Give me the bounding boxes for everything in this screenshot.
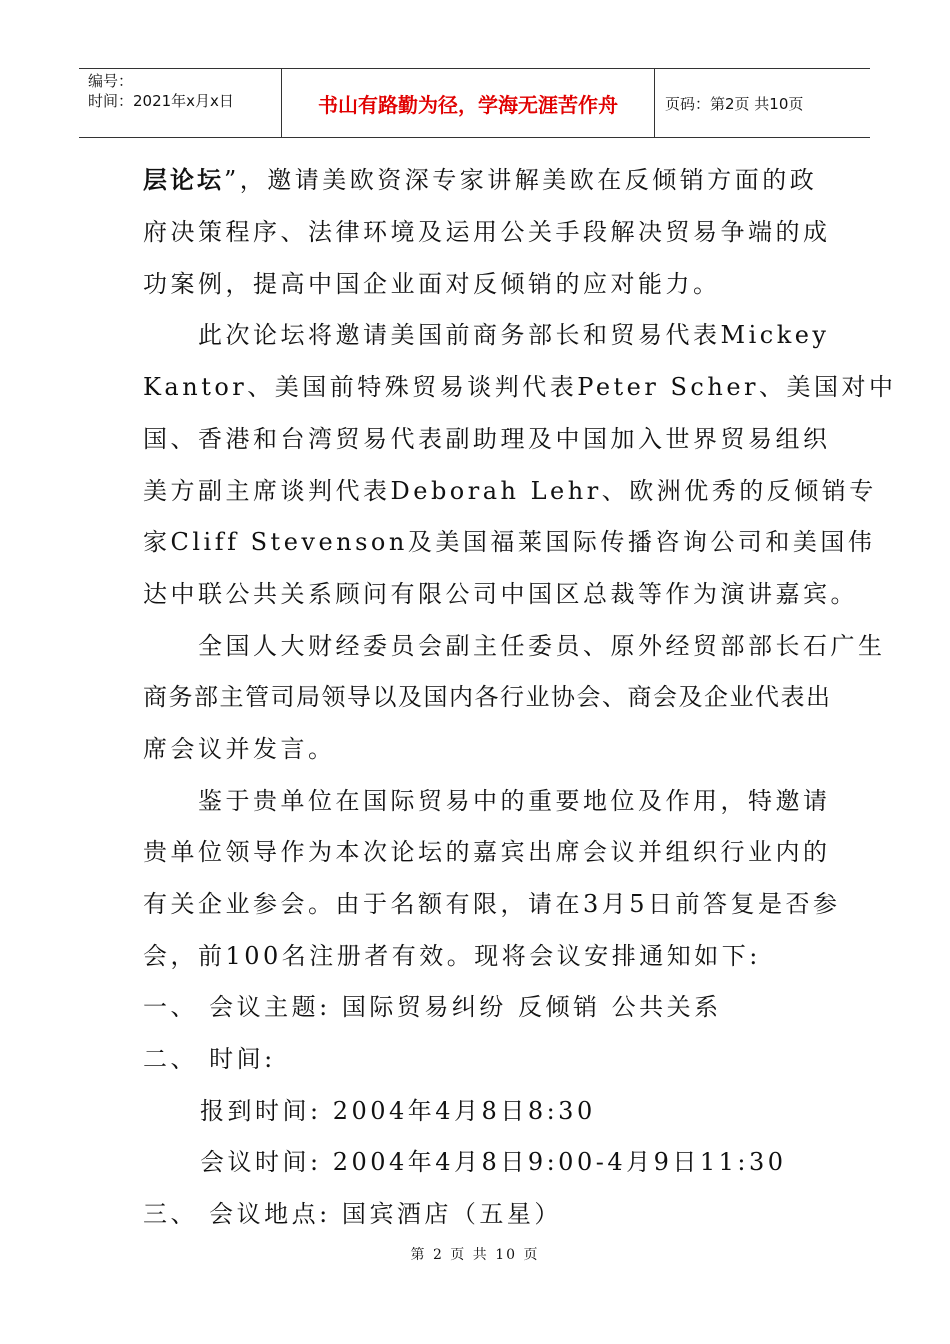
body-line-9: 达中联公共关系顾问有限公司中国区总裁等作为演讲嘉宾。 <box>143 580 858 608</box>
body-line-8: 家Cliff Stevenson及美国福莱国际传播咨询公司和美国伟 <box>143 528 876 556</box>
item-time: 二、 时间: <box>143 1045 276 1073</box>
body-line-3: 功案例，提高中国企业面对反倾销的应对能力。 <box>143 270 721 298</box>
body-line-11: 商务部主管司局领导以及国内各行业协会、商会及企业代表出 <box>143 683 832 711</box>
item-venue: 三、 会议地点: 国宾酒店（五星） <box>143 1200 562 1228</box>
body-line-5: Kantor、美国前特殊贸易谈判代表Peter Scher、美国对中 <box>143 373 897 401</box>
body-line-14: 贵单位领导作为本次论坛的嘉宾出席会议并组织行业内的 <box>143 838 831 866</box>
body-line-6: 国、香港和台湾贸易代表副助理及中国加入世界贸易组织 <box>143 425 831 453</box>
meeting-time: 会议时间: 2004年4月8日9:00-4月9日11:30 <box>200 1148 787 1176</box>
time-label: 时间：2021年x月x日 <box>88 92 234 110</box>
body-line-16: 会，前100名注册者有效。现将会议安排通知如下: <box>143 942 761 970</box>
body-line-10: 全国人大财经委员会副主任委员、原外经贸部部长石广生 <box>198 632 886 660</box>
item-theme: 一、 会议主题: 国际贸易纠纷 反倾销 公共关系 <box>143 993 722 1021</box>
header-meta <box>79 69 282 137</box>
body-line-2: 府决策程序、法律环境及运用公关手段解决贸易争端的成 <box>143 218 831 246</box>
number-label: 编号： <box>88 72 134 90</box>
registration-time: 报到时间: 2004年4月8日8:30 <box>200 1097 596 1125</box>
body-line-13: 鉴于贵单位在国际贸易中的重要地位及作用，特邀请 <box>198 787 831 815</box>
body-line-1-rest: ”，邀请美欧资深专家讲解美欧在反倾销方面的政 <box>224 166 818 194</box>
body-line-4: 此次论坛将邀请美国前商务部长和贸易代表Mickey <box>198 321 830 349</box>
page-footer: 第 2 页 共 10 页 <box>410 1247 540 1263</box>
header-page-info: 页码：第2页 共10页 <box>665 94 804 113</box>
body-line-15: 有关企业参会。由于名额有限，请在3月5日前答复是否参 <box>143 890 841 918</box>
body-line-1 <box>143 160 817 200</box>
body-line-12: 席会议并发言。 <box>143 735 336 763</box>
header-motto: 书山有路勤为径，学海无涯苦作舟 <box>282 69 655 137</box>
page-header <box>79 68 870 138</box>
body-line-7: 美方副主席谈判代表Deborah Lehr、欧洲优秀的反倾销专 <box>143 477 877 505</box>
forum-name-tail: 层论坛 <box>143 165 224 194</box>
